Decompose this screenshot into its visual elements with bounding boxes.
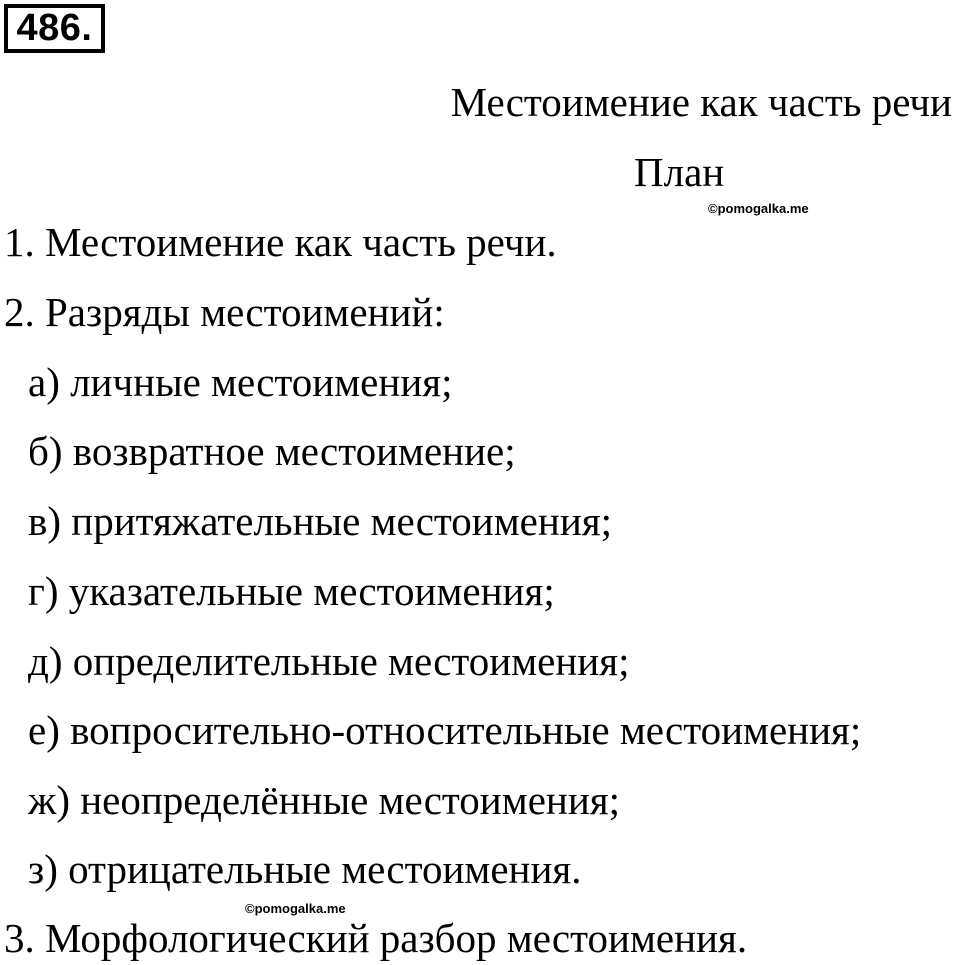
document-title: Местоимение как часть речи [450,79,952,125]
plan-subitem-a: а) личные местоимения; [28,359,453,405]
plan-subitem-g: г) указательные местоимения; [28,568,555,614]
plan-item-2: 2. Разряды местоимений: [4,289,445,335]
plan-subitem-b: б) возвратное местоимение; [28,428,516,474]
plan-item-1: 1. Местоимение как часть речи. [4,219,557,265]
task-number-box: 486. [4,4,105,53]
plan-subitem-v: в) притяжательные местоимения; [28,498,613,544]
plan-subitem-d: д) определительные местоимения; [28,638,630,684]
plan-subitem-zh: ж) неопределённые местоимения; [28,777,621,823]
watermark-bottom: ©pomogalka.me [245,901,346,916]
plan-subitem-z: з) отрицательные местоимения. [28,846,582,892]
watermark-top: ©pomogalka.me [708,201,809,216]
plan-subitem-e: е) вопросительно-относительные местоимения; [28,707,862,753]
plan-item-3: 3. Морфологический разбор местоимения. [4,915,748,961]
plan-heading: План [634,149,725,195]
